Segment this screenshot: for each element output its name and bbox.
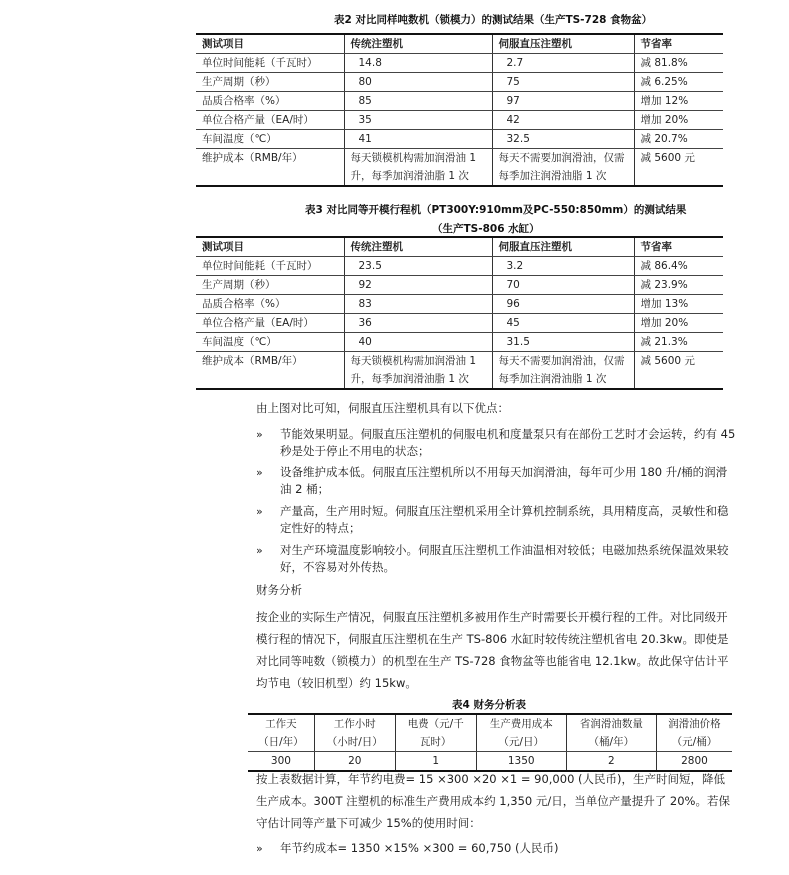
- table-cell: 单位合格产量（EA/时）: [196, 111, 344, 130]
- table-cell: 31.5: [492, 333, 634, 352]
- table-cell: 每天锁模机构需加润滑油 1 升，每季加润滑油脂 1 次: [344, 352, 492, 390]
- table-row: [196, 130, 723, 149]
- table3-caption-subtitle: （生产TS-806 水缸）: [432, 223, 540, 235]
- bullet-icon: »: [256, 544, 263, 557]
- table-row: [196, 257, 723, 276]
- table-cell: 品质合格率（%）: [196, 295, 344, 314]
- table2-header-cell: 测试项目: [196, 34, 344, 54]
- table-cell: 每天不需要加润滑油，仅需每季加注润滑油脂 1 次: [492, 352, 634, 390]
- advantage-text: 节能效果明显。伺服直压注塑机的伺服电机和度量泵只有在部份工艺时才会运转，约有 45 秒是处于停止不用电的状态；: [280, 427, 736, 458]
- table-cell: 减 20.7%: [634, 130, 723, 149]
- table4-caption: 表4 财务分析表: [452, 699, 526, 711]
- table-cell: 42: [492, 111, 634, 130]
- table-cell: 2800: [656, 752, 732, 772]
- table3-header-cell: 测试项目: [196, 237, 344, 257]
- table-cell: 增加 12%: [634, 92, 723, 111]
- table-row: [196, 276, 723, 295]
- table3-header-row: [196, 237, 723, 257]
- table-cell: 生产周期（秒）: [196, 73, 344, 92]
- table-cell: 80: [344, 73, 492, 92]
- table-cell: 单位时间能耗（千瓦时）: [196, 257, 344, 276]
- table3-header-cell: 伺服直压注塑机: [492, 237, 634, 257]
- advantage-text: 对生产环境温度影响较小。伺服直压注塑机工作油温相对较低；电磁加热系统保温效果较好，不容易对外传热。: [280, 543, 729, 574]
- table-cell: 96: [492, 295, 634, 314]
- table-cell: 增加 13%: [634, 295, 723, 314]
- advantage-item: [256, 503, 736, 537]
- table4-header-cell: 工作小时 （小时/日）: [314, 714, 395, 752]
- table3-header-cell: 传统注塑机: [344, 237, 492, 257]
- table-cell: 增加 20%: [634, 314, 723, 333]
- table-cell: 减 81.8%: [634, 54, 723, 73]
- table-row: [196, 314, 723, 333]
- table2-header-row: [196, 34, 723, 54]
- advantage-text: 产量高，生产用时短。伺服直压注塑机采用全计算机控制系统，具用精度高，灵敏性和稳定性好的特点；: [280, 504, 729, 535]
- table3-caption: 表3 对比同等开模行程机（PT300Y:910mm及PC-550:850mm）的测试结果: [305, 204, 687, 216]
- table-cell: 41: [344, 130, 492, 149]
- table-cell: 45: [492, 314, 634, 333]
- advantage-item: [256, 542, 736, 576]
- table-cell: 23.5: [344, 257, 492, 276]
- table-cell: 减 86.4%: [634, 257, 723, 276]
- table-cell: 生产周期（秒）: [196, 276, 344, 295]
- table-row: [196, 295, 723, 314]
- table-cell: 92: [344, 276, 492, 295]
- table-cell: 减 23.9%: [634, 276, 723, 295]
- bullet-icon: »: [256, 505, 263, 518]
- table3-header-cell: 节省率: [634, 237, 723, 257]
- table-cell: 2.7: [492, 54, 634, 73]
- finance-heading: 财务分析: [256, 583, 302, 597]
- table-cell: 维护成本（RMB/年）: [196, 149, 344, 187]
- table-cell: 300: [248, 752, 314, 772]
- table-cell: 35: [344, 111, 492, 130]
- calculation-paragraph: 按上表数据计算，年节约电费= 15 ×300 ×20 ×1 = 90,000 (人民币)，生产时间短，降低生产成本。300T 注塑机的标准生产费用成本约 1,350 元/日，当单位产量提升了 20%。若保守估计同等产量下可减少 15%的使用时间：: [256, 772, 730, 830]
- table-cell: 减 6.25%: [634, 73, 723, 92]
- calculation-text: 年节约成本= 1350 ×15% ×300 = 60,750 (人民币): [280, 841, 559, 855]
- table-row: [196, 333, 723, 352]
- bullet-icon: »: [256, 842, 263, 855]
- bullet-icon: »: [256, 428, 263, 441]
- table4-header-row: [248, 714, 732, 752]
- table2-caption: 表2 对比同样吨数机（锁模力）的测试结果（生产TS-728 食物盆）: [334, 14, 653, 26]
- table4-header-cell: 生产费用成本 （元/日）: [476, 714, 566, 752]
- advantage-item: [256, 426, 736, 460]
- table-cell: 1: [395, 752, 476, 772]
- intro-paragraph: 由上图对比可知，伺服直压注塑机具有以下优点：: [256, 401, 509, 415]
- table-cell: 单位合格产量（EA/时）: [196, 314, 344, 333]
- advantage-item: [256, 464, 736, 498]
- table3: [196, 236, 723, 390]
- table2-header-cell: 传统注塑机: [344, 34, 492, 54]
- table-cell: 减 5600 元: [634, 352, 723, 390]
- table-cell: 车间温度（℃）: [196, 333, 344, 352]
- advantage-text: 设备维护成本低。伺服直压注塑机所以不用每天加润滑油，每年可少用 180 升/桶的润滑油 2 桶；: [280, 465, 728, 496]
- table4-header-cell: 润滑油价格 （元/桶）: [656, 714, 732, 752]
- table-cell: 36: [344, 314, 492, 333]
- table-cell: 每天不需要加润滑油，仅需每季加注润滑油脂 1 次: [492, 149, 634, 187]
- table4-header-cell: 省润滑油数量 （桶/年）: [566, 714, 656, 752]
- table-cell: 14.8: [344, 54, 492, 73]
- table-row: [196, 73, 723, 92]
- calculation-item: [256, 840, 736, 857]
- table-cell: 车间温度（℃）: [196, 130, 344, 149]
- table2-header-cell: 节省率: [634, 34, 723, 54]
- table4-header-cell: 工作天 （日/年）: [248, 714, 314, 752]
- table2-header-cell: 伺服直压注塑机: [492, 34, 634, 54]
- table-cell: 品质合格率（%）: [196, 92, 344, 111]
- table-cell: 减 5600 元: [634, 149, 723, 187]
- table-cell: 3.2: [492, 257, 634, 276]
- table-cell: 70: [492, 276, 634, 295]
- table-cell: 97: [492, 92, 634, 111]
- table-cell: 20: [314, 752, 395, 772]
- table4-header-cell: 电费（元/千 瓦时）: [395, 714, 476, 752]
- table-row: [196, 352, 723, 390]
- table-cell: 2: [566, 752, 656, 772]
- table-cell: 32.5: [492, 130, 634, 149]
- table-cell: 85: [344, 92, 492, 111]
- table-cell: 83: [344, 295, 492, 314]
- table-cell: 40: [344, 333, 492, 352]
- finance-paragraph: 按企业的实际生产情况，伺服直压注塑机多被用作生产时需要长开模行程的工件。对比同级开模行程的情况下，伺服直压注塑机在生产 TS-806 水缸时较传统注塑机省电 20.3kw。即使是对比同等吨数（锁模力）的机型在生产 TS-728 食物盆等也能省电 12.1kw。故此保守估计平均节电（较旧机型）约 15kw。: [256, 610, 729, 690]
- table-row: [196, 92, 723, 111]
- table-cell: 75: [492, 73, 634, 92]
- table-cell: 维护成本（RMB/年）: [196, 352, 344, 390]
- table-row: [196, 149, 723, 187]
- table-cell: 单位时间能耗（千瓦时）: [196, 54, 344, 73]
- table-cell: 减 21.3%: [634, 333, 723, 352]
- table-cell: 每天锁模机构需加润滑油 1 升，每季加润滑油脂 1 次: [344, 149, 492, 187]
- table4: [248, 713, 732, 772]
- bullet-icon: »: [256, 466, 263, 479]
- table-row: [196, 111, 723, 130]
- table-row: [196, 54, 723, 73]
- table-cell: 增加 20%: [634, 111, 723, 130]
- table-cell: 1350: [476, 752, 566, 772]
- table2: [196, 33, 723, 187]
